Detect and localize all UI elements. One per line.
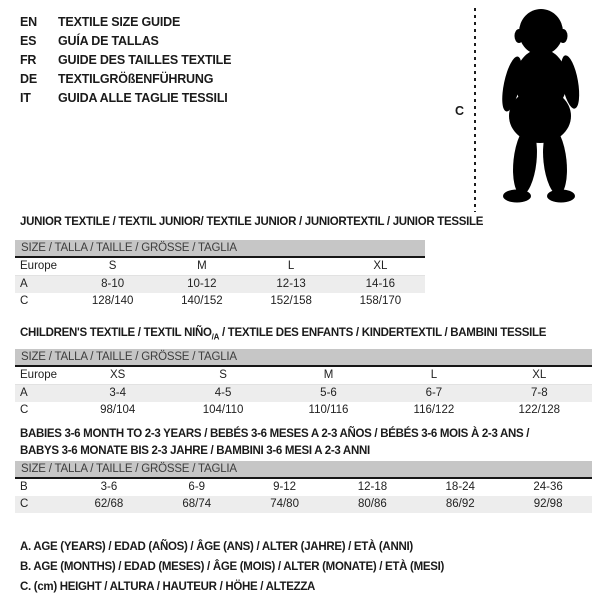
language-code: IT <box>20 90 31 105</box>
cell: 128/140 <box>91 295 134 307</box>
language-row-en <box>20 12 231 31</box>
legend-line-c: C. (cm) HEIGHT / ALTURA / HAUTEUR / HÖHE / ALTEZZA <box>20 581 316 593</box>
cell: 3-6 <box>100 481 118 493</box>
cell: 12-13 <box>276 278 306 290</box>
language-label: GUIDA ALLE TAGLIE TESSILI <box>58 90 228 105</box>
cell: 8-10 <box>101 278 125 290</box>
row-label: C <box>20 295 29 307</box>
language-code: DE <box>20 71 37 86</box>
language-row-de <box>20 69 231 88</box>
babies-size-table <box>15 461 592 513</box>
language-row-it <box>20 88 231 107</box>
cell: 4-5 <box>214 387 232 399</box>
size-header-bar: SIZE / TALLA / TAILLE / GRÖSSE / TAGLIA <box>15 349 592 367</box>
cell: 24-36 <box>533 481 563 493</box>
cell: 9-12 <box>273 481 297 493</box>
table-row <box>15 402 592 419</box>
cell: 80/86 <box>358 498 387 510</box>
table-row <box>15 258 425 276</box>
cell: 5-6 <box>320 387 337 399</box>
cell: 92/98 <box>533 498 563 510</box>
children-size-table <box>15 349 592 419</box>
title-line-2: BABYS 3-6 MONATE BIS 2-3 JAHRE / BAMBINI 3-6 MESI A 2-3 ANNI <box>20 445 370 457</box>
row-label: B <box>20 481 28 493</box>
title-text: / TEXTILE DES ENFANTS / KINDERTEXTIL / BAMBINI TESSILE <box>219 327 547 339</box>
table-row <box>15 367 592 385</box>
cell: 12-18 <box>357 481 388 493</box>
legend-line-a: A. AGE (YEARS) / EDAD (AÑOS) / ÂGE (ANS) / ALTER (JAHRE) / ETÀ (ANNI) <box>20 541 413 553</box>
language-code: EN <box>20 14 37 29</box>
cell: 104/110 <box>202 404 244 416</box>
cell: 122/128 <box>518 404 561 416</box>
cell: 116/122 <box>413 404 455 416</box>
cell: 158/170 <box>359 295 402 307</box>
table-row <box>15 385 592 402</box>
table-row <box>15 479 592 496</box>
table-row <box>15 293 425 310</box>
table-row <box>15 276 425 293</box>
cell: 68/74 <box>182 498 212 510</box>
title-text: CHILDREN'S TEXTILE / TEXTIL NIÑO <box>20 327 212 339</box>
cell: 62/68 <box>94 498 124 510</box>
cell: M <box>197 260 207 272</box>
language-code: FR <box>20 52 37 67</box>
row-label: C <box>20 498 29 510</box>
cell: 6-9 <box>188 481 206 493</box>
row-label: C <box>20 404 29 416</box>
cell: 98/104 <box>100 404 136 416</box>
table-row <box>15 496 592 513</box>
cell: M <box>323 369 334 381</box>
cell: 74/80 <box>270 498 299 510</box>
cell: 14-16 <box>365 278 396 290</box>
row-label: Europe <box>20 260 58 272</box>
language-label: TEXTILGRÖßENFÜHRUNG <box>58 71 214 86</box>
row-label: A <box>20 387 28 399</box>
legend-line-b: B. AGE (MONTHS) / EDAD (MESES) / ÂGE (MOIS) / ALTER (MONATE) / ETÀ (MESI) <box>20 561 445 573</box>
cell: 7-8 <box>530 387 548 399</box>
size-header-bar: SIZE / TALLA / TAILLE / GRÖSSE / TAGLIA <box>15 240 425 258</box>
cell: 86/92 <box>445 498 475 510</box>
language-label: GUÍA DE TALLAS <box>58 33 159 48</box>
cell: 6-7 <box>425 387 443 399</box>
cell: 152/158 <box>270 295 312 307</box>
cell: L <box>287 260 295 272</box>
cell: 140/152 <box>181 295 223 307</box>
cell: XS <box>110 369 126 381</box>
cell: L <box>430 369 438 381</box>
cell: S <box>108 260 117 272</box>
row-label: A <box>20 278 28 290</box>
children-table-title <box>20 327 546 341</box>
cell: 110/116 <box>308 404 349 416</box>
row-label: Europe <box>20 369 58 381</box>
babies-table-title <box>20 426 580 460</box>
language-list <box>20 12 231 107</box>
junior-size-table <box>15 240 425 310</box>
cell: XL <box>532 369 547 381</box>
language-label: TEXTILE SIZE GUIDE <box>58 14 181 29</box>
title-line-1: BABIES 3-6 MONTH TO 2-3 YEARS / BEBÉS 3-6 MESES A 2-3 AÑOS / BÉBÉS 3-6 MOIS À 2-3 ANS / <box>20 428 530 440</box>
title-subscript: /A <box>211 332 220 342</box>
cell: 3-4 <box>109 387 126 399</box>
cell: 10-12 <box>187 278 217 290</box>
junior-table-title: JUNIOR TEXTILE / TEXTIL JUNIOR/ TEXTILE JUNIOR / JUNIORTEXTIL / JUNIOR TESSILE <box>20 216 484 228</box>
language-row-fr <box>20 50 231 69</box>
height-measure-label: C <box>455 104 465 118</box>
cell: 18-24 <box>445 481 475 493</box>
cell: XL <box>373 260 388 272</box>
language-row-es <box>20 31 231 50</box>
size-header-bar: SIZE / TALLA / TAILLE / GRÖSSE / TAGLIA <box>15 461 592 479</box>
language-code: ES <box>20 33 37 48</box>
language-label: GUIDE DES TAILLES TEXTILE <box>58 52 232 67</box>
legend <box>20 537 444 597</box>
cell: S <box>219 369 227 381</box>
baby-silhouette <box>486 6 592 212</box>
height-measure-dotted-line <box>474 8 476 212</box>
